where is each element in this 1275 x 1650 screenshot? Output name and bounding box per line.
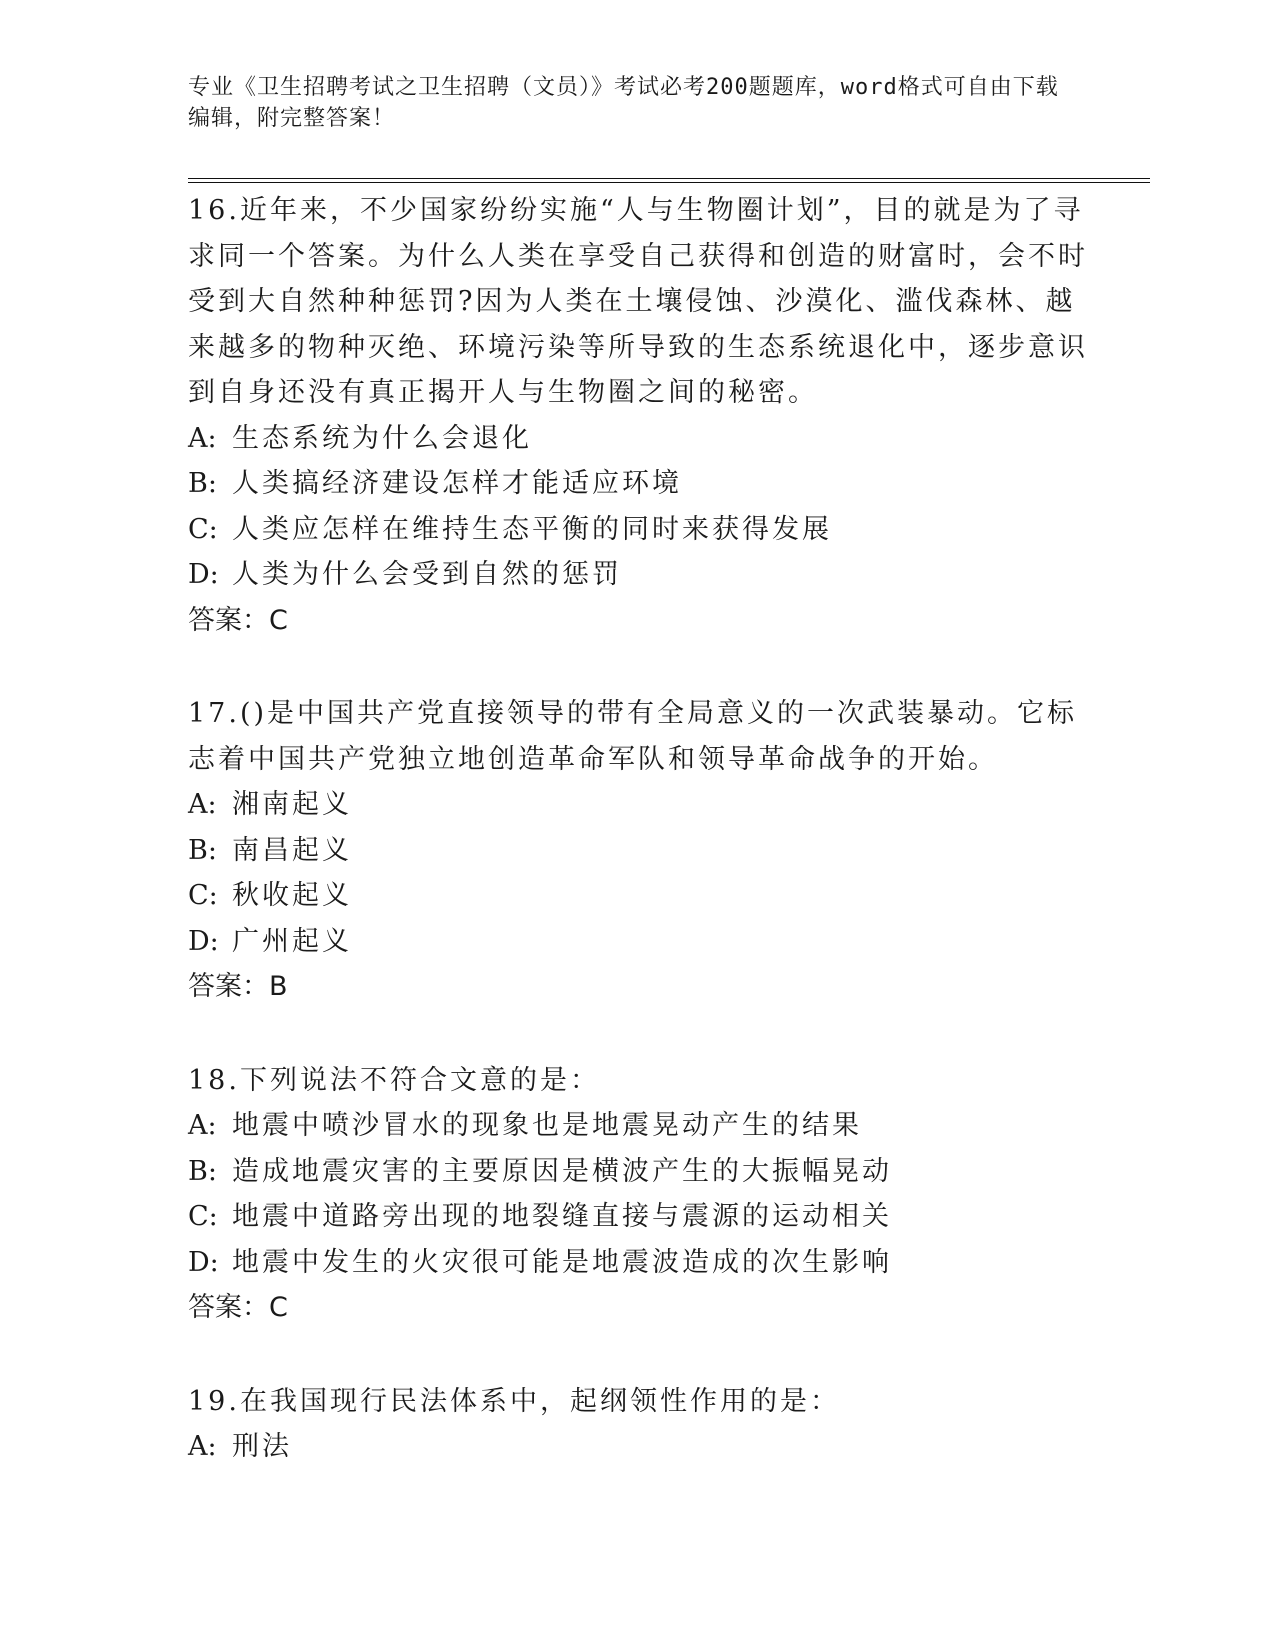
option-letter: B:: [188, 1155, 217, 1187]
option-text: 南昌起义: [232, 834, 352, 866]
option-a: [188, 416, 1088, 462]
option-letter: A:: [188, 1431, 217, 1462]
answer-label: 答案：: [188, 604, 269, 636]
option-letter: B:: [188, 468, 217, 499]
question-number: 19.: [188, 1385, 240, 1417]
option-b: [188, 1149, 1088, 1195]
question-16: [188, 188, 1088, 643]
answer-label: 答案：: [188, 971, 269, 1002]
option-a: [188, 1103, 1088, 1149]
option-letter: C:: [188, 880, 218, 911]
option-text: 地震中喷沙冒水的现象也是地震晃动产生的结果: [232, 1110, 862, 1141]
option-b: [188, 828, 1088, 874]
question-body: ()是中国共产党直接领导的带有全局意义的一次武装暴动。它标志着中国共产党独立地创造革命军队和领导革命战争的开始。: [188, 698, 1078, 775]
option-text: 人类搞经济建设怎样才能适应环境: [232, 468, 682, 499]
option-letter: D:: [188, 925, 219, 957]
question-number: 16.: [188, 195, 240, 226]
header-divider: [188, 178, 1150, 183]
option-d: [188, 919, 1088, 965]
option-text: 刑法: [232, 1431, 292, 1462]
question-body: 在我国现行民法体系中，起纲领性作用的是：: [239, 1385, 840, 1417]
answer-label: 答案：: [188, 1292, 269, 1323]
question-body: 下列说法不符合文意的是：: [239, 1064, 600, 1096]
question-text: [188, 1379, 1088, 1425]
answer-line: [188, 598, 1088, 644]
question-text: [188, 188, 1088, 416]
option-c: [188, 507, 1088, 553]
option-c: [188, 873, 1088, 919]
option-letter: D:: [188, 1246, 219, 1278]
option-letter: C:: [188, 513, 218, 545]
option-d: [188, 1240, 1088, 1286]
option-text: 人类应怎样在维持生态平衡的同时来获得发展: [232, 513, 832, 545]
option-text: 造成地震灾害的主要原因是横波产生的大振幅晃动: [232, 1155, 892, 1187]
question-list: [188, 188, 1088, 1470]
answer-value: C: [269, 604, 288, 636]
option-text: 湘南起义: [232, 789, 352, 820]
option-letter: A:: [188, 789, 217, 820]
option-d: [188, 552, 1088, 598]
question-number: 17.: [188, 698, 240, 729]
answer-value: C: [269, 1292, 288, 1323]
option-text: 人类为什么会受到自然的惩罚: [232, 559, 622, 590]
option-letter: A:: [188, 1110, 217, 1141]
option-text: 广州起义: [232, 925, 352, 957]
answer-line: [188, 964, 1088, 1010]
question-text: [188, 1058, 1088, 1104]
option-letter: D:: [188, 559, 219, 590]
option-text: 秋收起义: [232, 880, 352, 911]
question-17: [188, 691, 1088, 1010]
question-18: [188, 1058, 1088, 1331]
question-text: [188, 691, 1088, 782]
option-a: [188, 782, 1088, 828]
answer-line: [188, 1285, 1088, 1331]
question-number: 18.: [188, 1064, 240, 1096]
option-text: 地震中发生的火灾很可能是地震波造成的次生影响: [232, 1246, 892, 1278]
option-letter: A:: [188, 422, 217, 454]
option-a: [188, 1424, 1088, 1470]
option-b: [188, 461, 1088, 507]
option-c: [188, 1194, 1088, 1240]
option-text: 地震中道路旁出现的地裂缝直接与震源的运动相关: [232, 1201, 892, 1232]
option-letter: C:: [188, 1201, 218, 1232]
option-letter: B:: [188, 834, 217, 866]
question-19: [188, 1379, 1088, 1470]
document-header: 专业《卫生招聘考试之卫生招聘（文员）》考试必考200题题库，word格式可自由下载编辑，附完整答案！: [188, 75, 1059, 131]
option-text: 生态系统为什么会退化: [232, 422, 532, 454]
answer-value: B: [269, 971, 288, 1002]
question-body: 近年来，不少国家纷纷实施“人与生物圈计划”，目的就是为了寻求同一个答案。为什么人类在享受自己获得和创造的财富时，会不时受到大自然种种惩罚?因为人类在土壤侵蚀、沙漠化、滥伐森林、越来越多的物种灭绝、环境污染等所导致的生态系统退化中，逐步意识到自身还没有真正揭开人与生物圈之间的秘密。: [188, 195, 1088, 408]
